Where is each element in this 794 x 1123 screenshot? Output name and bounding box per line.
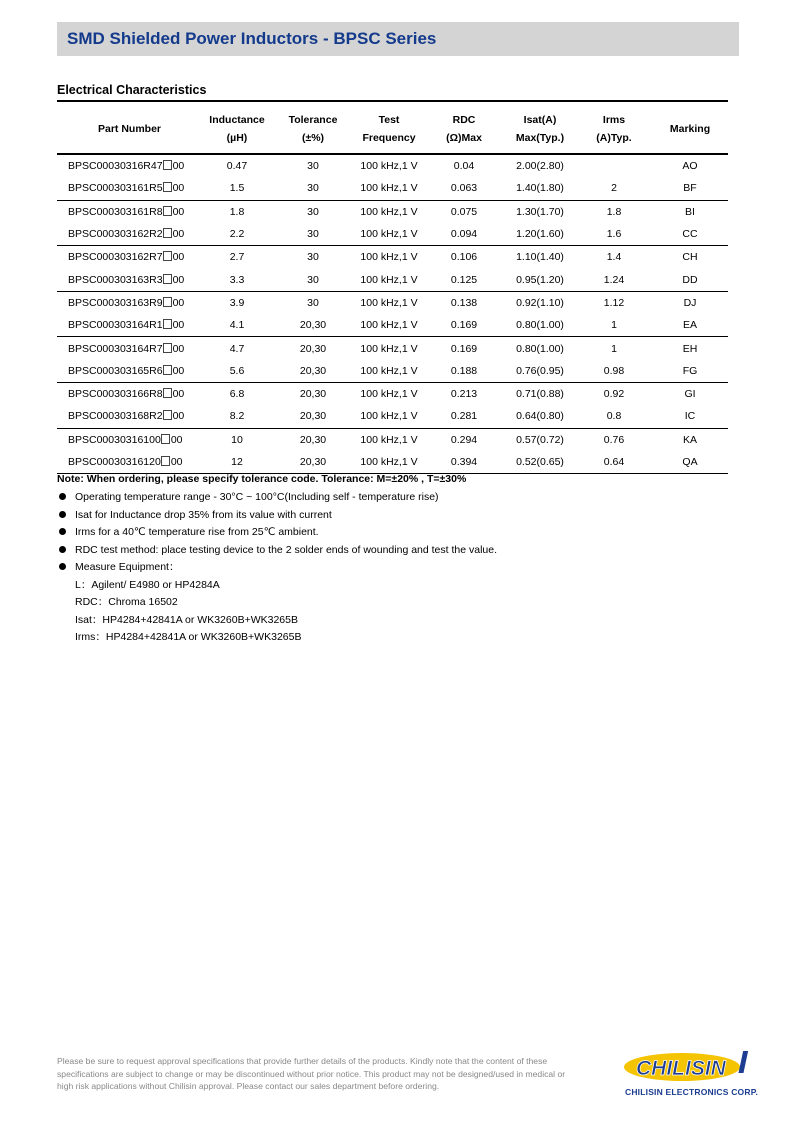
cell-irms: 1 — [611, 342, 617, 355]
cell-marking: DD — [652, 268, 728, 291]
cell-irms: 0.92 — [603, 388, 625, 401]
cell-inductance: 3.3 — [202, 268, 272, 291]
cell-inductance: 8.2 — [202, 405, 272, 428]
cell-inductance: 0.47 — [226, 160, 248, 173]
cell-part-number: BPSC000303168R2 00 — [57, 405, 202, 428]
tolerance-code-box-icon — [163, 343, 172, 353]
bullet-dot-icon — [59, 493, 66, 500]
tolerance-code-box-icon — [163, 388, 172, 398]
cell-marking: DJ — [683, 296, 697, 309]
table-row — [57, 314, 728, 337]
cell-irms: 1.4 — [606, 251, 622, 264]
cell-isat: 1.30(1.70) — [516, 205, 564, 218]
header-marking: Marking — [652, 104, 728, 154]
bullet-dot-icon — [59, 546, 66, 553]
cell-freq: 100 kHz,1 V — [360, 296, 418, 309]
cell-tolerance: 30 — [272, 268, 354, 291]
cell-rdc: 0.04 — [453, 160, 475, 173]
cell-tolerance: 20,30 — [272, 314, 354, 337]
header-irms: Irms (A)Typ. — [576, 104, 652, 154]
equipment-item: Irms：HP4284+42841A or WK3260B+WK3265B — [75, 631, 302, 643]
cell-tolerance: 20,30 — [272, 405, 354, 428]
cell-inductance: 1.8 — [229, 205, 245, 218]
cell-part-number: BPSC00030316100 00 — [68, 433, 183, 446]
cell-isat: 0.92(1.10) — [516, 296, 564, 309]
tolerance-code-box-icon — [163, 297, 172, 307]
cell-inductance: 5.6 — [202, 360, 272, 383]
header-bar — [57, 22, 739, 56]
cell-rdc: 0.294 — [450, 433, 478, 446]
table-row — [57, 154, 728, 177]
cell-isat: 0.80(1.00) — [504, 314, 576, 337]
cell-marking: CH — [682, 251, 698, 264]
section-rule — [57, 100, 728, 102]
cell-part-number: BPSC000303166R8 00 — [68, 388, 185, 401]
cell-isat: 0.52(0.65) — [504, 451, 576, 474]
table-row — [57, 177, 728, 200]
cell-tolerance: 30 — [307, 251, 319, 264]
electrical-characteristics-table — [57, 104, 728, 474]
table-row — [57, 223, 728, 246]
cell-isat: 1.40(1.80) — [504, 177, 576, 200]
cell-marking: GI — [684, 388, 696, 401]
bullet-dot-icon — [59, 528, 66, 535]
cell-marking: BF — [652, 177, 728, 200]
cell-isat: 0.80(1.00) — [516, 342, 564, 355]
cell-tolerance: 30 — [272, 223, 354, 246]
cell-rdc: 0.213 — [450, 388, 478, 401]
cell-marking: EA — [652, 314, 728, 337]
cell-inductance: 6.8 — [229, 388, 245, 401]
cell-isat: 0.95(1.20) — [504, 268, 576, 291]
cell-tolerance: 30 — [307, 160, 319, 173]
cell-rdc: 0.063 — [424, 177, 504, 200]
cell-irms: 0.8 — [576, 405, 652, 428]
disclaimer-line: Please be sure to request approval specifications that provide further details of the products. Kindly note that the content of these — [57, 1056, 548, 1066]
header-isat: Isat(A) Max(Typ.) — [504, 104, 576, 154]
cell-isat: 0.71(0.88) — [516, 388, 564, 401]
cell-freq: 100 kHz,1 V — [354, 268, 424, 291]
cell-rdc: 0.188 — [424, 360, 504, 383]
equipment-item: RDC：Chroma 16502 — [75, 596, 178, 608]
ordering-note: Note: When ordering, please specify tolerance code. Tolerance: M=±20% , T=±30% — [57, 473, 467, 485]
cell-marking: BI — [685, 205, 695, 218]
cell-part-number: BPSC000303165R6 00 — [57, 360, 202, 383]
tolerance-code-box-icon — [163, 160, 172, 170]
equipment-item: Isat：HP4284+42841A or WK3260B+WK3265B — [75, 613, 298, 626]
cell-marking: EH — [682, 342, 698, 355]
cell-tolerance: 20,30 — [299, 433, 327, 446]
cell-inductance: 2.2 — [202, 223, 272, 246]
cell-part-number: BPSC000303164R1 00 — [57, 314, 202, 337]
cell-part-number: BPSC000303162R7 00 — [68, 251, 185, 264]
logo-wordmark: CHILISIN — [636, 1057, 726, 1080]
tolerance-code-box-icon — [163, 228, 172, 238]
bullet-dot-icon — [59, 563, 66, 570]
cell-part-number: BPSC00030316120 00 — [57, 451, 202, 474]
cell-isat: 1.10(1.40) — [516, 251, 564, 264]
cell-inductance: 1.5 — [202, 177, 272, 200]
cell-rdc: 0.169 — [450, 342, 478, 355]
tolerance-code-box-icon — [161, 434, 170, 444]
note-bullet: Isat for Inductance drop 35% from its value with current — [57, 508, 737, 526]
table-row — [57, 200, 728, 223]
cell-irms: 2 — [576, 177, 652, 200]
tolerance-code-box-icon — [163, 365, 172, 375]
cell-isat: 2.00(2.80) — [516, 160, 564, 173]
cell-part-number: BPSC000303161R5 00 — [57, 177, 202, 200]
cell-tolerance: 30 — [307, 205, 319, 218]
tolerance-code-box-icon — [163, 274, 172, 284]
table-row — [57, 291, 728, 314]
cell-freq: 100 kHz,1 V — [354, 451, 424, 474]
cell-inductance: 10 — [231, 433, 243, 446]
cell-freq: 100 kHz,1 V — [354, 177, 424, 200]
cell-inductance: 4.1 — [202, 314, 272, 337]
table-row — [57, 451, 728, 474]
cell-marking: CC — [652, 223, 728, 246]
section-title: Electrical Characteristics — [57, 83, 207, 97]
cell-isat: 0.57(0.72) — [516, 433, 564, 446]
cell-part-number: BPSC000303162R2 00 — [57, 223, 202, 246]
cell-isat: 0.64(0.80) — [504, 405, 576, 428]
cell-isat: 0.76(0.95) — [504, 360, 576, 383]
tolerance-code-box-icon — [163, 206, 172, 216]
cell-part-number: BPSC000303163R9 00 — [68, 296, 185, 309]
cell-freq: 100 kHz,1 V — [354, 405, 424, 428]
cell-inductance: 3.9 — [229, 296, 245, 309]
note-bullet: RDC test method: place testing device to the 2 solder ends of wounding and test the value. — [57, 543, 737, 561]
note-bullet: Operating temperature range - 30°C ~ 100°C(Including self - temperature rise) — [57, 490, 737, 508]
disclaimer-line: specifications are subject to change or may be discontinued without prior notice. This product may not be designed/used in medical or — [57, 1068, 566, 1079]
cell-irms: 0.98 — [576, 360, 652, 383]
header-rdc: RDC (Ω)Max — [424, 104, 504, 154]
cell-rdc: 0.106 — [450, 251, 478, 264]
cell-tolerance: 20,30 — [272, 360, 354, 383]
cell-marking: KA — [682, 433, 697, 446]
cell-isat: 1.20(1.60) — [504, 223, 576, 246]
cell-freq: 100 kHz,1 V — [360, 433, 418, 446]
tolerance-code-box-icon — [161, 456, 170, 466]
cell-rdc: 0.138 — [450, 296, 478, 309]
table-row — [57, 382, 728, 405]
cell-part-number: BPSC000303163R3 00 — [57, 268, 202, 291]
table-row — [57, 360, 728, 383]
tolerance-code-box-icon — [163, 182, 172, 192]
cell-irms: 1.24 — [576, 268, 652, 291]
cell-inductance: 12 — [202, 451, 272, 474]
cell-freq: 100 kHz,1 V — [354, 223, 424, 246]
table-row — [57, 337, 728, 360]
cell-irms: 1.12 — [603, 296, 625, 309]
cell-freq: 100 kHz,1 V — [354, 314, 424, 337]
table-row — [57, 428, 728, 451]
cell-freq: 100 kHz,1 V — [360, 388, 418, 401]
cell-rdc: 0.394 — [424, 451, 504, 474]
cell-tolerance: 20,30 — [272, 451, 354, 474]
cell-irms: 1.6 — [576, 223, 652, 246]
cell-tolerance: 20,30 — [299, 342, 327, 355]
header-part-number: Part Number — [57, 104, 202, 154]
cell-marking: FG — [652, 360, 728, 383]
tolerance-code-box-icon — [163, 251, 172, 261]
cell-freq: 100 kHz,1 V — [360, 251, 418, 264]
cell-inductance: 2.7 — [229, 251, 245, 264]
equipment-item: L：Agilent/ E4980 or HP4284A — [75, 578, 220, 591]
table-row — [57, 268, 728, 291]
header-tolerance: Tolerance (±%) — [272, 104, 354, 154]
cell-irms — [576, 154, 652, 177]
cell-marking: IC — [652, 405, 728, 428]
header-test-frequency: Test Frequency — [354, 104, 424, 154]
page-title: SMD Shielded Power Inductors - BPSC Series — [67, 29, 437, 48]
cell-tolerance: 30 — [307, 296, 319, 309]
cell-marking: AO — [682, 160, 698, 173]
cell-irms: 0.76 — [603, 433, 625, 446]
table-row — [57, 246, 728, 269]
note-bullet: Measure Equipment： — [57, 560, 737, 578]
disclaimer-line: high risk applications without Chilisin approval. Please contact our sales department before ordering. — [57, 1081, 440, 1091]
cell-tolerance: 20,30 — [299, 388, 327, 401]
table-header-row — [57, 104, 728, 154]
cell-rdc: 0.094 — [424, 223, 504, 246]
cell-freq: 100 kHz,1 V — [360, 342, 418, 355]
cell-inductance: 4.7 — [229, 342, 245, 355]
cell-part-number: BPSC000303161R8 00 — [68, 205, 185, 218]
cell-rdc: 0.075 — [450, 205, 478, 218]
cell-freq: 100 kHz,1 V — [360, 205, 418, 218]
cell-rdc: 0.281 — [424, 405, 504, 428]
tolerance-code-box-icon — [163, 319, 172, 329]
notes-section — [57, 473, 737, 648]
table-row — [57, 405, 728, 428]
cell-irms: 1.8 — [606, 205, 622, 218]
footer-disclaimer — [57, 1055, 617, 1093]
cell-rdc: 0.169 — [424, 314, 504, 337]
cell-part-number: BPSC000303164R7 00 — [68, 342, 185, 355]
cell-tolerance: 30 — [272, 177, 354, 200]
cell-freq: 100 kHz,1 V — [354, 360, 424, 383]
company-name: CHILISIN ELECTRONICS CORP. — [625, 1087, 759, 1097]
cell-part-number: BPSC00030316R47 00 — [68, 160, 185, 173]
cell-rdc: 0.125 — [424, 268, 504, 291]
note-bullet: Irms for a 40℃ temperature rise from 25℃ ambient. — [57, 525, 737, 543]
bullet-dot-icon — [59, 511, 66, 518]
logo-accent-bar — [738, 1051, 748, 1073]
cell-marking: QA — [652, 451, 728, 474]
cell-irms: 1 — [576, 314, 652, 337]
tolerance-code-box-icon — [163, 410, 172, 420]
cell-freq: 100 kHz,1 V — [360, 160, 418, 173]
header-inductance: Inductance (µH) — [202, 104, 272, 154]
cell-irms: 0.64 — [576, 451, 652, 474]
